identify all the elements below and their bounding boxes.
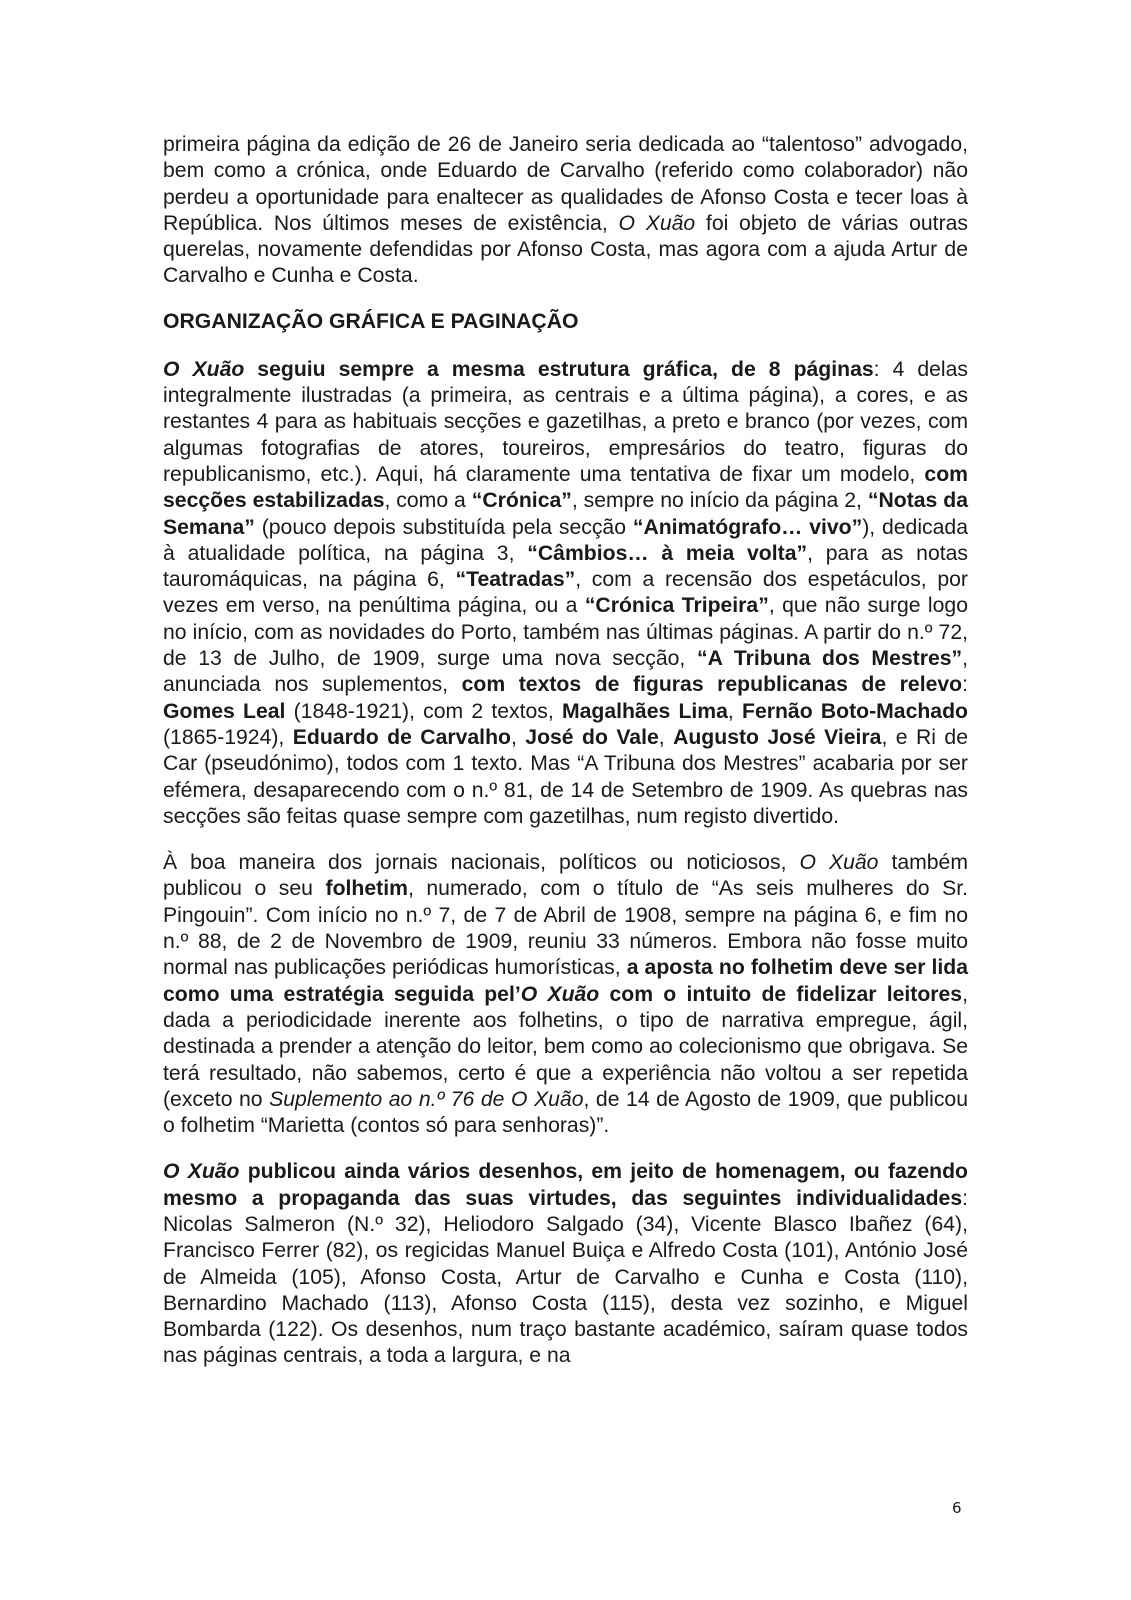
text-run: José do Vale xyxy=(525,725,659,749)
text-run: seguiu sempre a mesma estrutura gráfica, de 8 páginas xyxy=(244,357,874,381)
text-run: “Câmbios… à meia volta” xyxy=(527,541,808,565)
text-run: Fernão Boto-Machado xyxy=(742,699,968,723)
text-run: , para as notas tauromáquicas, na página 6, xyxy=(163,541,968,592)
text-run: Eduardo de Carvalho xyxy=(292,725,511,749)
text-run: (1848-1921), com 2 textos, xyxy=(285,699,562,723)
text-run: “A Tribuna dos Mestres” xyxy=(697,647,963,671)
text-run: “Crónica” xyxy=(471,489,572,513)
paragraph xyxy=(163,850,968,1139)
text-run: foi objeto de várias outras querelas, novamente defendidas por Afonso Costa, mas agora com a ajuda Artur de Carvalho e Cunha e Costa. xyxy=(163,211,968,288)
text-run: também publicou o seu xyxy=(163,851,968,901)
text-run: (pouco depois substituída pela secção xyxy=(254,515,633,539)
text-run: , xyxy=(727,699,743,723)
text-run: com secções estabilizadas xyxy=(163,462,968,513)
text-run: , que não surge logo no início, com as novidades do Porto, também nas últimas páginas. A partir do n.º 72, de 13 de Julho, de 1909, surge uma nova secção, xyxy=(163,594,968,671)
text-run: com o intuito de fidelizar leitores xyxy=(599,982,963,1006)
text-run: : Nicolas Salmeron (N.º 32), Heliodoro Salgado (34), Vicente Blasco Ibañez (64), Francisco Ferrer (82), os regicidas Manuel Buiça e Alfredo Costa (101), António José de Almeida (105), Afonso Costa, Artur de Carvalho e Cunha e Costa (110), Bernardino Machado (113), Afonso Costa (115), desta vez sozinho, e Miguel Bombarda (122). Os desenhos, num traço bastante académico, saíram quase todos nas páginas centrais, a toda a largura, e na xyxy=(163,1186,968,1368)
text-run: O Xuão xyxy=(520,982,600,1006)
text-run: primeira página da edição de 26 de Janeiro seria dedicada ao “talentoso” advogado, bem como a crónica, onde Eduardo de Carvalho (referido como colaborador) não perdeu a oportunidade para enaltecer as qualidades de Afonso Costa e tecer loas à República. Nos últimos meses de existência, xyxy=(163,133,968,235)
section-heading: ORGANIZAÇÃO GRÁFICA E PAGINAÇÃO xyxy=(163,309,579,333)
page-number: 6 xyxy=(952,1499,962,1517)
text-run: “Teatradas” xyxy=(455,568,576,592)
text-run: ), dedicada à atualidade política, na página 3, xyxy=(163,515,968,565)
text-run: , com a recensão dos espetáculos, por vezes em verso, na penúltima página, ou a xyxy=(163,568,968,618)
text-run: Magalhães Lima xyxy=(561,699,728,723)
text-run: , xyxy=(510,725,526,749)
text-run: , sempre no início da página 2, xyxy=(571,489,868,513)
paragraph xyxy=(163,357,968,830)
paragraph xyxy=(163,132,968,290)
text-run: , como a xyxy=(384,489,472,513)
text-run: , e Ri de Car (pseudónimo), todos com 1 texto. Mas “A Tribuna dos Mestres” acabaria por ser efémera, desaparecendo com o n.º 81, de 14 de Setembro de 1909. As quebras nas secções são feitas quase sempre com gazetilhas, num registo divertido. xyxy=(163,725,969,828)
document-page xyxy=(163,132,968,1370)
text-run: , de 14 de Agosto de 1909, que publicou o folhetim “Marietta (contos só para senhoras)”. xyxy=(163,1087,969,1138)
text-run: À boa maneira dos jornais nacionais, políticos ou noticiosos, xyxy=(163,851,800,875)
text-run: “Crónica Tripeira” xyxy=(584,594,769,618)
text-run: “Animatógrafo… vivo” xyxy=(632,515,863,539)
text-run: O Xuão xyxy=(163,357,245,381)
text-run: O Xuão xyxy=(799,851,879,875)
text-run: com textos de figuras republicanas de relevo xyxy=(461,673,963,697)
text-run: : 4 delas integralmente ilustradas (a primeira, as centrais e a última página), a cores, e as restantes 4 para as habituais secções e gazetilhas, a preto e branco (por vezes, com algumas fotografias de atores, toureiros, empresários do teatro, figuras do republicanismo, etc.). Aqui, há claramente uma tentativa de fixar um modelo, xyxy=(163,357,968,486)
text-run: O Xuão xyxy=(618,211,696,235)
text-run: , anunciada nos suplementos, xyxy=(163,647,968,697)
text-run: “Notas da Semana” xyxy=(163,489,968,539)
text-run: , numerado, com o título de “As seis mulheres do Sr. Pingouin”. Com início no n.º 7, de 7 de Abril de 1908, sempre na página 6, e fim no n.º 88, de 2 de Novembro de 1909, reuniu 33 números. Embora não fosse muito normal nas publicações periódicas humorísticas, xyxy=(163,877,968,980)
text-run: Augusto José Vieira xyxy=(673,725,882,749)
text-run: , xyxy=(658,725,674,749)
text-run: , dada a periodicidade inerente aos folhetins, o tipo de narrativa empregue, ágil, destinada a prender a atenção do leitor, bem como ao colecionismo que obrigava. Se terá resultado, não sabemos, certo é que a experiência não voltou a ser repetida (exceto no xyxy=(163,982,968,1111)
text-run: a aposta no folhetim deve ser lida como uma estratégia seguida pel’ xyxy=(163,956,968,1006)
text-run: : xyxy=(962,673,969,697)
text-run: (1865-1924), xyxy=(163,725,293,749)
text-run: folhetim xyxy=(325,877,408,901)
text-run: publicou ainda vários desenhos, em jeito de homenagem, ou fazendo mesmo a propaganda das suas virtudes, das seguintes individualidades xyxy=(163,1160,968,1210)
paragraph xyxy=(163,1159,968,1369)
text-run: O Xuão xyxy=(163,1160,240,1184)
text-run: Suplemento ao n.º 76 de O Xuão xyxy=(269,1087,584,1111)
text-run: Gomes Leal xyxy=(163,699,286,723)
